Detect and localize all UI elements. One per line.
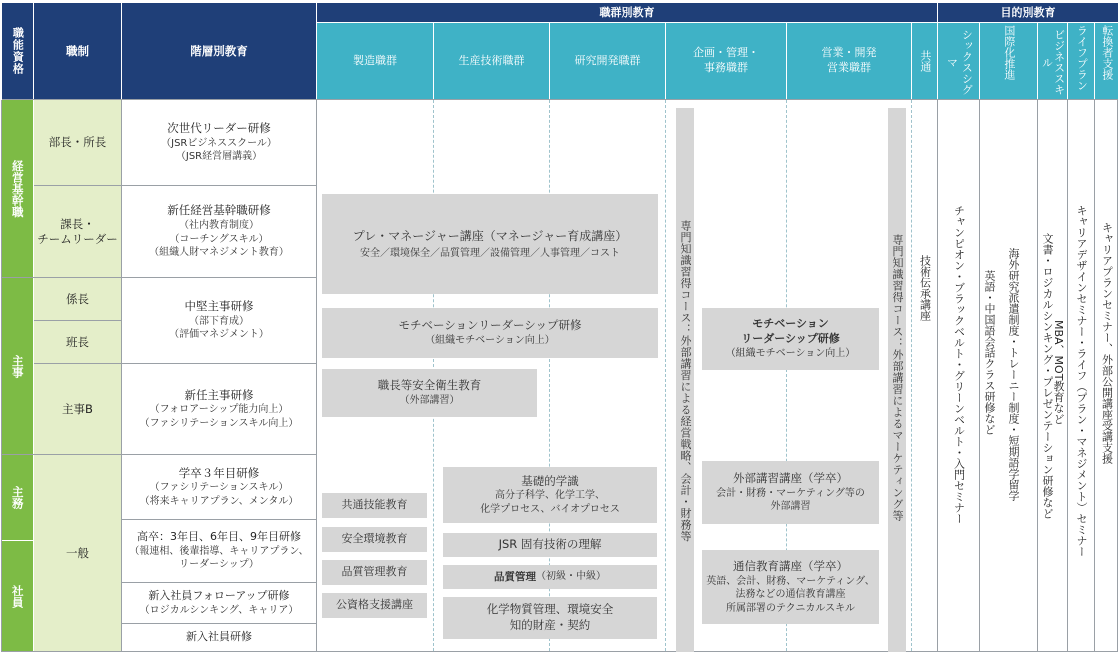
hierarchy-title: 新入社員フォローアップ研修 <box>148 588 290 602</box>
pre-manager-box <box>322 194 658 294</box>
hierarchy-title: 学卒３年目研修 <box>178 465 260 480</box>
hierarchy-sub: （JSRビジネススクール） （JSR経営層講義） <box>161 137 277 163</box>
motivation-box <box>322 308 658 358</box>
grid-line <box>34 363 316 364</box>
motivation2-sub: （組織モチベーション向上） <box>725 348 856 360</box>
hierarchy-title: 高卒：3年目、6年目、9年目研修 <box>137 530 301 544</box>
hierarchy-new-employee <box>122 624 316 651</box>
grid-line <box>122 582 316 583</box>
header-job-group-production-tech: 生産技術職群 <box>434 23 549 99</box>
purpose-language-text: 英語・中国語会話クラス研修など <box>983 270 996 435</box>
hierarchy-sub: （ロジカルシンキング、キャリア） <box>139 604 299 616</box>
correspondence-course-sub: 英語、会計、財務、マーケティング、 法務などの通信教育講座 所属部署のテクニカルスキル <box>706 575 875 614</box>
hierarchy-sub: （社内教育制度） （コーチングスキル） （組織人財マネジメント教育） <box>149 220 289 258</box>
header-purpose-transfer-support: 転換者支援 <box>1095 23 1118 99</box>
grid-line <box>34 185 316 186</box>
purpose-career-plan-text: キャリアプランセミナー、外部公開講座受講支援 <box>1100 222 1114 464</box>
purpose-six-sigma-text: チャンピオン・ブラックベルト・グリーンベルト・入門セミナー <box>952 205 966 524</box>
grid-line <box>121 100 122 652</box>
qualification-employee: 社員 <box>2 541 33 651</box>
external-course-sub: 会計・財務・マーケティング等の 外部講習 <box>716 487 865 513</box>
qualification-executive: 経営基幹職 <box>2 100 33 277</box>
column-guide <box>665 100 666 651</box>
header-job-group-sales: 営業・開発 営業職群 <box>787 23 911 99</box>
grid-line <box>316 100 317 652</box>
license-box: 公資格支援講座 <box>322 593 427 618</box>
common-skill-box: 共通技能教育 <box>322 493 427 518</box>
hierarchy-sub: （ファシリテーションスキル） （将来キャリアプラン、メンタル） <box>139 482 299 507</box>
hierarchy-followup <box>122 583 316 623</box>
pre-manager-title: プレ・マネージャー講座（マネージャー育成講座） <box>352 229 628 244</box>
hierarchy-3rd-year <box>122 455 316 519</box>
quality-edu-box: 品質管理教育 <box>322 560 427 585</box>
qualification-shuji: 主事 <box>2 278 33 454</box>
purpose-document-text: 文書・ロジカルシンキング・プレゼンテーション研修など <box>1041 233 1054 519</box>
hierarchy-high-school <box>122 520 316 582</box>
header-job-group-education: 職群別教育 <box>317 3 937 22</box>
external-course-box <box>702 461 879 524</box>
specialist-sales-course-box: 専門知識習得コース：外部講習によるマーケティング等 <box>888 108 906 652</box>
grid-line <box>122 623 316 624</box>
hierarchy-title: 中堅主事研修 <box>184 299 254 314</box>
position-general: 一般 <box>34 455 121 651</box>
grid-line <box>1 100 2 652</box>
safety-env-box: 安全環境教育 <box>322 527 427 552</box>
header-purpose-education: 目的別教育 <box>938 3 1118 22</box>
position-hancho: 班長 <box>34 321 121 363</box>
jsr-tech-box: JSR 固有技術の理解 <box>443 533 657 557</box>
pre-manager-sub: 安全／環境保全／品質管理／設備管理／人事管理／コスト <box>360 248 620 260</box>
position-kakaricho: 係長 <box>34 278 121 320</box>
position-manager: 部長・所長 <box>34 100 121 185</box>
header-purpose-business-skill: ビジネススキル <box>1038 23 1067 99</box>
purpose-career-design-text: キャリアデザインセミナー・ライフ（プラン・マネジメント）セミナー <box>1075 205 1088 557</box>
hierarchy-new-shuji <box>122 364 316 454</box>
chemical-box: 化学物質管理、環境安全 知的財産・契約 <box>443 597 657 639</box>
correspondence-course-box <box>702 550 879 624</box>
hierarchy-mid-shuji <box>122 278 316 363</box>
specialist-mgmt-course-box: 専門知識習得コース：外部講習による経営戦略、会計・財務等 <box>676 108 694 652</box>
hierarchy-title: 次世代リーダー研修 <box>167 121 271 136</box>
header-purpose-six-sigma: シックスシグマ <box>938 23 979 99</box>
hierarchy-title: 新入社員研修 <box>186 630 252 644</box>
hierarchy-sub: （フォロアーシップ能力向上） （ファシリテーションスキル向上） <box>139 404 299 429</box>
header-system: 職制 <box>34 3 121 99</box>
safety-health-title: 職長等安全衛生教育 <box>377 378 482 393</box>
motivation-title: モチベーションリーダーシップ研修 <box>398 318 582 333</box>
qualification-shumu: 主務 <box>2 455 33 540</box>
header-purpose-globalization: 国際化推進 <box>980 23 1037 99</box>
header-job-group-common: 共通 <box>912 23 937 99</box>
header-purpose-life-plan: ライフプラン <box>1068 23 1094 99</box>
position-section-chief: 課長・ チームリーダー <box>34 186 121 277</box>
tech-transfer-text: 技術伝承講座 <box>918 255 932 321</box>
motivation2-box <box>702 308 879 370</box>
correspondence-course-title: 通信教育講座（学卒） <box>733 558 848 573</box>
hierarchy-next-leader <box>122 100 316 185</box>
grid-line <box>2 99 1118 100</box>
external-course-title: 外部講習講座（学卒） <box>733 471 848 486</box>
basic-knowledge-title: 基礎的学識 <box>521 473 579 488</box>
grid-line <box>34 320 121 321</box>
header-job-group-planning: 企画・管理・ 事務職群 <box>666 23 786 99</box>
grid-line <box>2 454 316 455</box>
motivation-sub: （組織モチベーション向上） <box>425 335 555 346</box>
safety-health-sub: （外部講習） <box>399 395 460 406</box>
position-shuji-b: 主事B <box>34 364 121 454</box>
quality-mgmt-sub: （初級・中級） <box>536 571 606 583</box>
header-job-group-rnd: 研究開発職群 <box>550 23 665 99</box>
purpose-overseas-text: 海外研究派遣制度・トレーニー制度・短期語学留学 <box>1007 248 1020 501</box>
basic-knowledge-sub: 高分子科学、化学工学、 化学プロセス、バイオプロセス <box>480 490 620 515</box>
purpose-mba-text: MBA、MOT教育など <box>1052 320 1065 425</box>
hierarchy-title: 新任経営基幹職研修 <box>167 203 271 218</box>
motivation2-title: モチベーション リーダーシップ研修 <box>741 317 840 346</box>
hierarchy-sub: （部下育成） （評価マネジメント） <box>169 315 269 341</box>
grid-line <box>2 651 1118 652</box>
hierarchy-new-executive <box>122 186 316 277</box>
quality-mgmt-box <box>443 565 657 589</box>
basic-knowledge-box <box>443 467 657 523</box>
header-job-group-manufacturing: 製造職群 <box>317 23 433 99</box>
hierarchy-sub: （報連相、後輩指導、キャリアプラン、 リーダーシップ） <box>129 545 309 571</box>
safety-health-box <box>322 369 537 417</box>
header-qualification: 職能資格 <box>2 3 33 99</box>
grid-line <box>122 519 316 520</box>
quality-mgmt-title: 品質管理 <box>494 570 536 583</box>
grid-line <box>2 277 316 278</box>
header-hierarchy-education: 階層別教育 <box>122 3 316 99</box>
hierarchy-title: 新任主事研修 <box>184 387 254 402</box>
